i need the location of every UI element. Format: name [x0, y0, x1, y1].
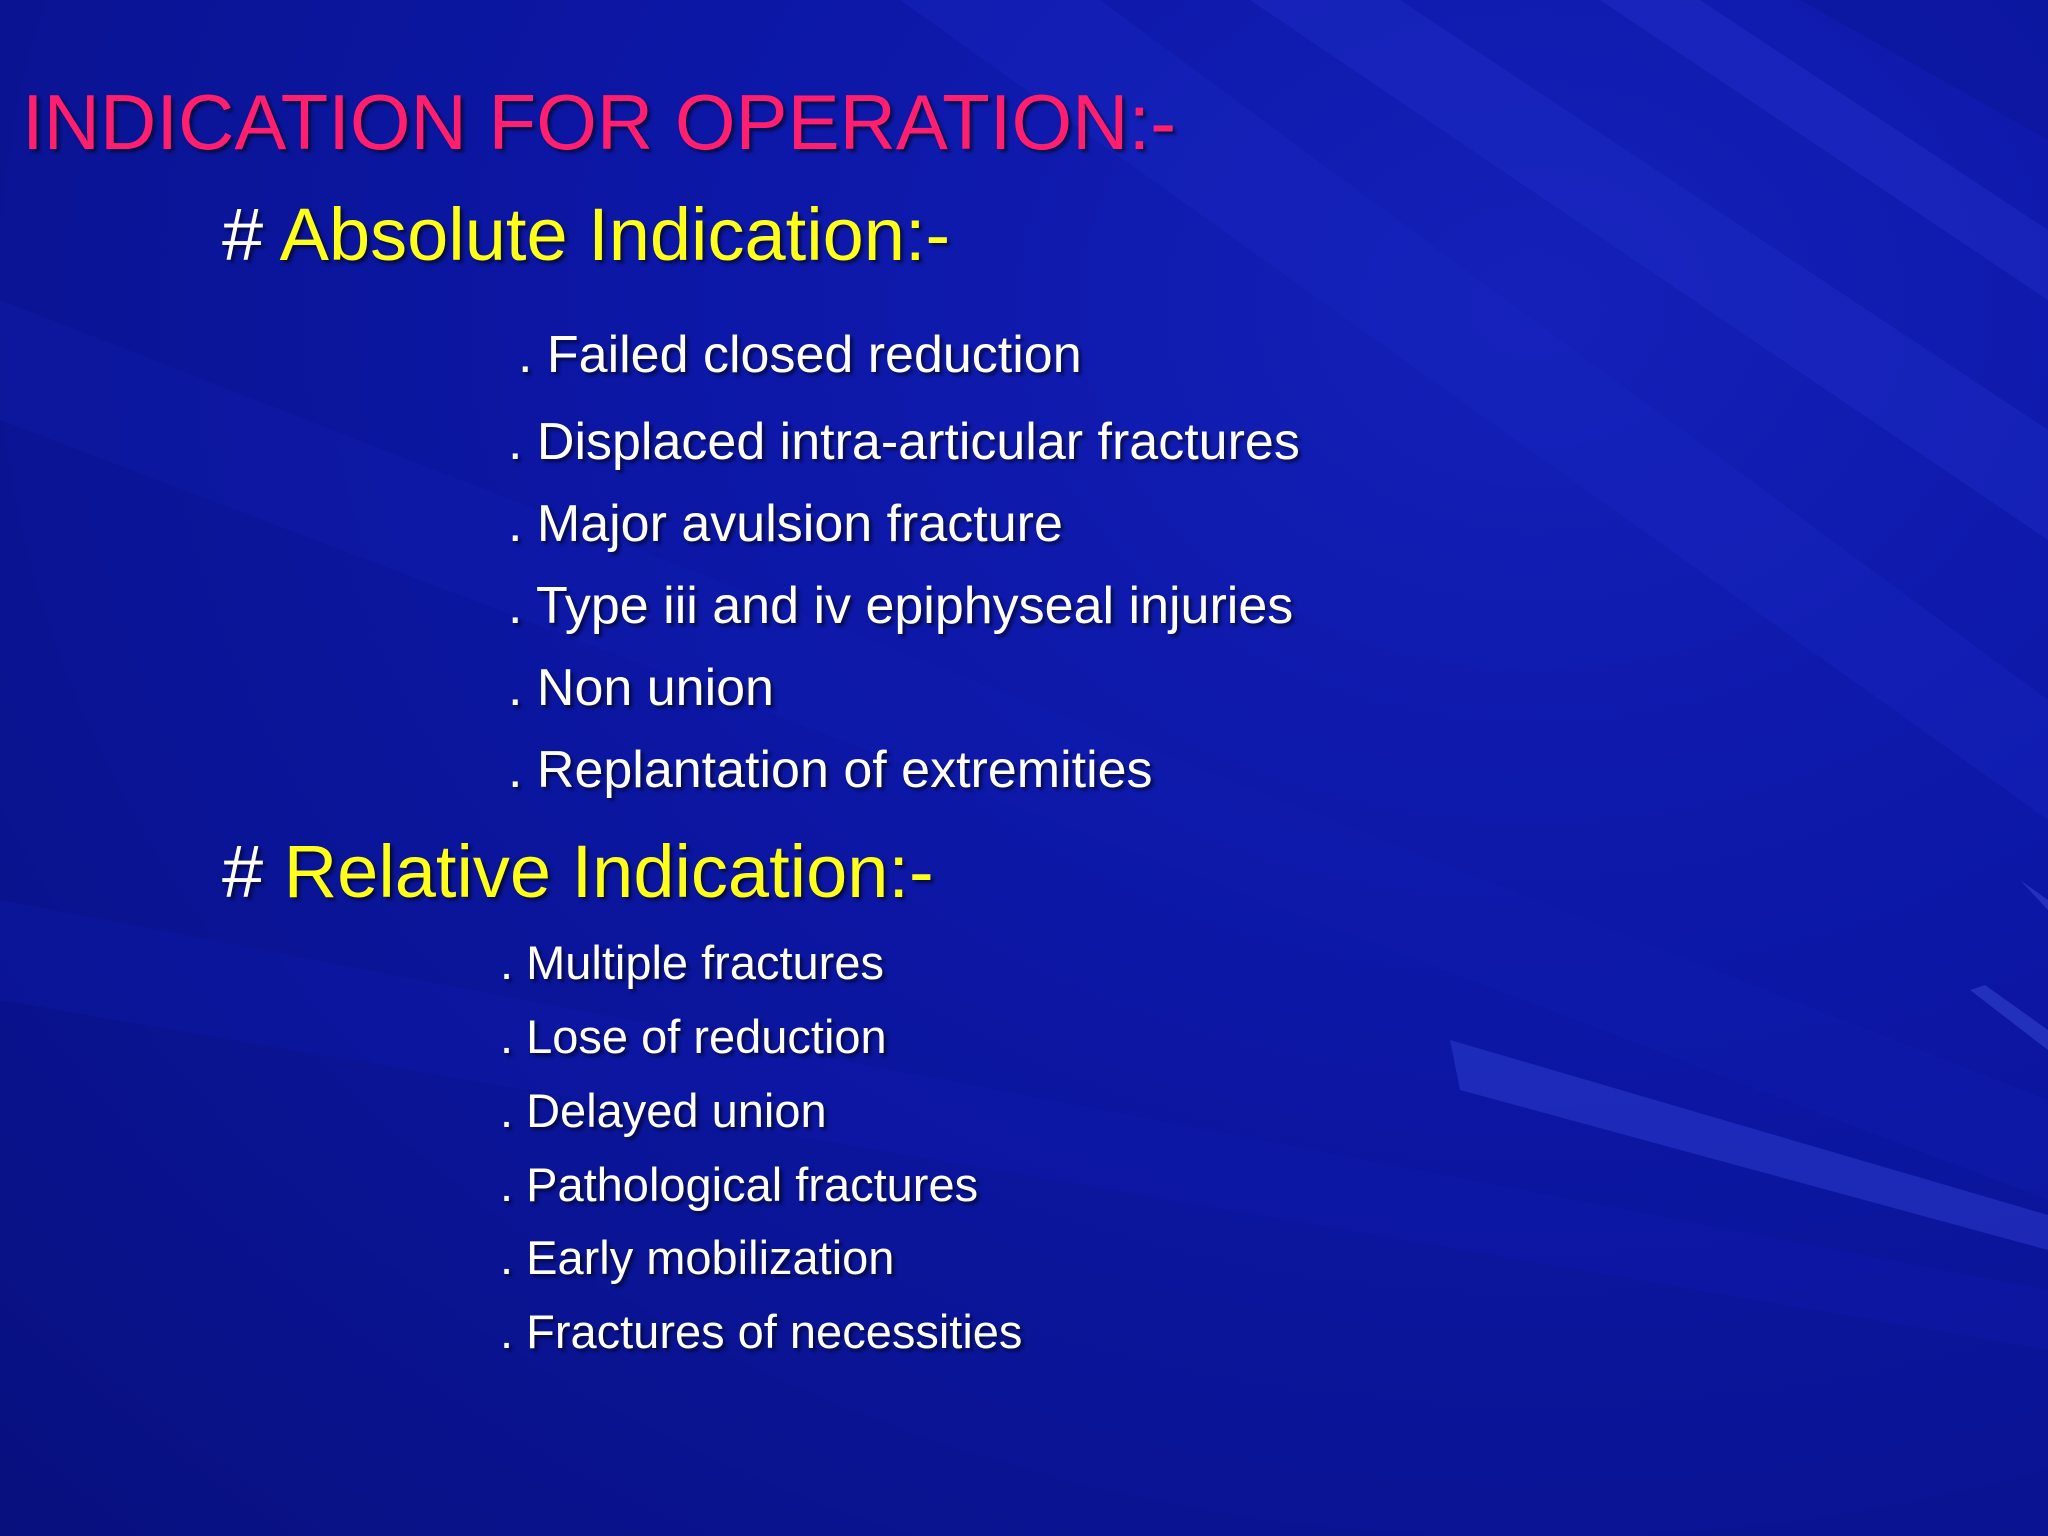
- list-item: . Lose of reduction: [500, 1010, 887, 1063]
- list-item: . Fractures of necessities: [500, 1305, 1023, 1358]
- heading-absolute-indication: [222, 193, 951, 276]
- list-item: . Delayed union: [500, 1084, 827, 1137]
- list-item: . Early mobilization: [500, 1231, 895, 1284]
- list-item: . Type iii and iv epiphyseal injuries: [508, 577, 1294, 635]
- list-item: . Failed closed reduction: [518, 326, 1082, 384]
- list-item: . Displaced intra-articular fractures: [508, 413, 1300, 471]
- list-item: . Pathological fractures: [500, 1158, 979, 1211]
- slide-title: INDICATION FOR OPERATION:-: [22, 78, 1177, 166]
- heading-bullet: #: [222, 193, 264, 276]
- heading-text: Relative Indication:-: [283, 830, 934, 913]
- list-item: . Major avulsion fracture: [508, 495, 1063, 553]
- list-item: . Non union: [508, 659, 774, 717]
- heading-relative-indication: [222, 830, 934, 913]
- list-item: . Replantation of extremities: [508, 741, 1153, 799]
- heading-text: Absolute Indication:-: [279, 193, 951, 276]
- heading-bullet: #: [222, 830, 264, 913]
- list-item: . Multiple fractures: [500, 936, 884, 989]
